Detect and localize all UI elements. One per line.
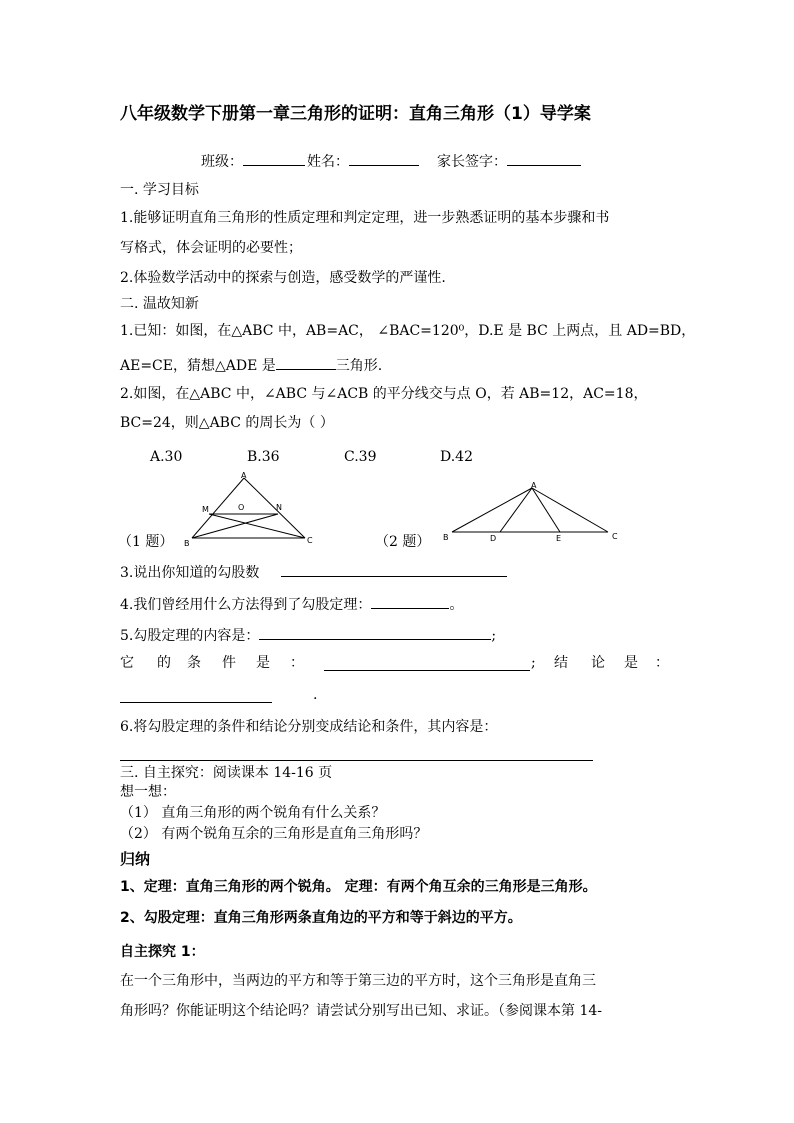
question-2-line-1: 2.如图，在△ABC 中，∠ABC 与∠ACB 的平分线交与点 O，若 AB=12，AC=18， <box>120 386 648 402</box>
question-6-answer-field[interactable] <box>120 760 593 761</box>
conclusion-char-3: 是 <box>624 655 638 671</box>
condition-answer-field[interactable] <box>324 670 530 671</box>
explore-line-1: 在一个三角形中，当两边的平方和等于第三边的平方时，这个三角形是直角三 <box>120 973 596 989</box>
goal-1-line-2: 写格式，体会证明的必要性； <box>120 240 302 256</box>
conclusion-answer-field[interactable] <box>120 702 272 703</box>
condition-char-6: ： <box>290 655 304 671</box>
think-question-1: （1） 直角三角形的两个锐角有什么关系？ <box>120 805 386 821</box>
condition-char-2: 的 <box>157 655 171 671</box>
page-title: 八年级数学下册第一章三角形的证明：直角三角形（1）导学案 <box>120 104 591 124</box>
condition-char-3: 条 <box>187 655 201 671</box>
parent-signature-field[interactable] <box>507 151 581 166</box>
conclusion-char-2: 论 <box>591 655 605 671</box>
explore-line-2: 角形吗？你能证明这个结论吗？请尝试分别写出已知、求证。（参阅课本第 14- <box>120 1003 602 1019</box>
figure-2-diagram <box>440 478 625 544</box>
question-4 <box>120 594 463 612</box>
fig1-label-m: M <box>202 505 209 514</box>
condition-char-5: 是 <box>256 655 270 671</box>
figure-1-diagram <box>180 470 320 550</box>
section-2-heading: 二. 温故知新 <box>120 296 199 312</box>
fig2-label-c: C <box>612 532 618 541</box>
goal-2: 2.体验数学活动中的探索与创造，感受数学的严谨性. <box>120 270 446 286</box>
conclusion-char-1: 结 <box>554 655 568 671</box>
question-2-line-2: BC=24，则△ABC 的周长为（ ） <box>120 415 334 431</box>
option-d: D.42 <box>440 449 473 465</box>
question-4-answer-field[interactable] <box>371 594 449 609</box>
name-label: 姓名： <box>307 154 349 170</box>
fig1-label-b: B <box>184 539 190 548</box>
section-1-heading: 一. 学习目标 <box>120 182 199 198</box>
fig2-label-b: B <box>443 533 449 542</box>
class-field[interactable] <box>243 151 305 166</box>
header-fields <box>201 151 581 169</box>
explore-heading: 自主探究 1： <box>120 944 205 960</box>
question-5-answer-field[interactable] <box>259 625 491 640</box>
condition-char-1: 它 <box>120 655 134 671</box>
fig2-label-a: A <box>531 481 537 490</box>
condition-char-4: 件 <box>222 655 236 671</box>
question-1-suffix: 三角形. <box>335 358 383 374</box>
condition-end: ; <box>531 655 536 671</box>
question-3 <box>120 562 507 580</box>
question-4-suffix: 。 <box>449 597 464 613</box>
question-6: 6.将勾股定理的条件和结论分别变成结论和条件，其内容是： <box>120 719 498 735</box>
question-1-line-1: 1.已知：如图，在△ABC 中，AB=AC， ∠BAC=120⁰，D.E 是 BC 上两点，且 AD=BD， <box>120 323 696 339</box>
option-b: B.36 <box>247 449 280 465</box>
question-5-text: 5.勾股定理的内容是： <box>120 628 260 644</box>
think-label: 想一想： <box>120 784 176 800</box>
option-c: C.39 <box>344 449 377 465</box>
question-1-text: AE=CE，猜想△ADE 是 <box>120 358 276 374</box>
class-label: 班级： <box>201 154 243 170</box>
option-a: A.30 <box>150 449 183 465</box>
summary-heading: 归纳 <box>120 850 151 868</box>
section-3-heading: 三. 自主探究：阅读课本 14-16 页 <box>120 765 333 781</box>
name-field[interactable] <box>349 151 419 166</box>
think-question-2: （2） 有两个锐角互余的三角形是直角三角形吗？ <box>120 826 428 842</box>
figure-1-caption: （1 题） <box>118 534 174 550</box>
figure-2-caption: （2 题） <box>375 534 431 550</box>
question-4-text: 4.我们曾经用什么方法得到了勾股定理： <box>120 597 372 613</box>
fig1-label-o: O <box>238 503 245 512</box>
parent-signature-label: 家长签字： <box>437 154 507 170</box>
goal-1-line-1: 1.能够证明直角三角形的性质定理和判定定理，进一步熟悉证明的基本步骤和书 <box>120 210 610 226</box>
question-3-answer-field[interactable] <box>281 562 507 577</box>
fig2-label-e: E <box>556 534 562 543</box>
summary-rule-2: 2、勾股定理：直角三角形两条直角边的平方和等于斜边的平方。 <box>120 910 522 926</box>
summary-rule-1: 1、定理：直角三角形的两个锐角。 定理：有两个角互余的三角形是三角形。 <box>120 879 597 895</box>
conclusion-period: . <box>313 687 318 703</box>
conclusion-char-4: ： <box>655 655 669 671</box>
question-5-end: ; <box>491 628 497 644</box>
fig1-label-a: A <box>241 471 247 480</box>
question-3-text: 3.说出你知道的勾股数 <box>120 565 260 581</box>
fig1-label-n: N <box>276 503 282 512</box>
fig1-label-c: C <box>307 536 313 545</box>
question-1-line-2 <box>120 355 382 373</box>
fig2-label-d: D <box>490 534 497 543</box>
question-5 <box>120 625 496 643</box>
question-1-answer-field[interactable] <box>276 355 336 370</box>
